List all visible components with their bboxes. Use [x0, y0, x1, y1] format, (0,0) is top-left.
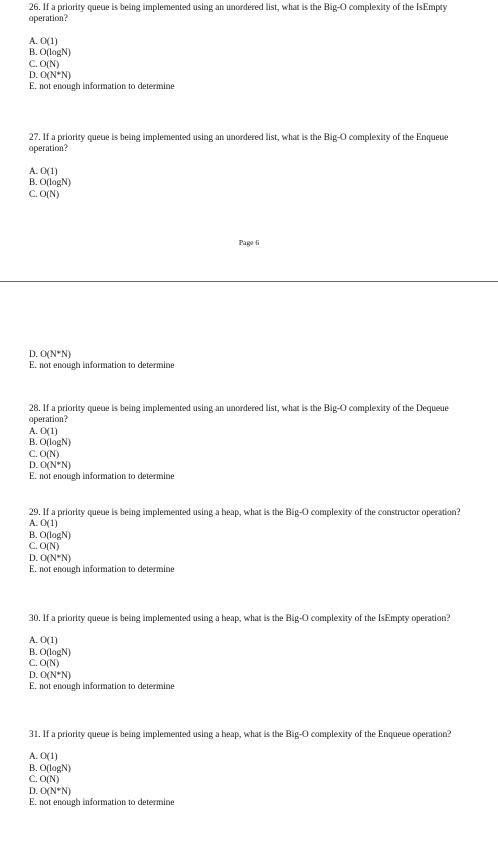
- question-26: [29, 2, 474, 93]
- option-b: B. O(logN): [29, 762, 71, 773]
- option-a: A. O(1): [29, 165, 58, 176]
- option-d: D. O(N*N): [29, 70, 71, 81]
- question-text: 26. If a priority queue is being implemented using an unordered list, what is the Big-O complexity of the IsEmpty operation?: [29, 2, 448, 24]
- spacer: [29, 624, 474, 635]
- option-d: D. O(N*N): [29, 349, 71, 359]
- page-number: Page 6: [238, 238, 260, 247]
- option-e: E. not enough information to determine: [29, 360, 175, 371]
- option-c: C. O(N): [29, 658, 60, 669]
- question-27: [29, 132, 474, 200]
- question-text: 27. If a priority queue is being implemented using an unordered list, what is the Big-O complexity of the Enqueue operation?: [29, 132, 449, 154]
- option-b: B. O(logN): [29, 646, 71, 657]
- option-d: D. O(N*N): [29, 669, 71, 680]
- option-c: C. O(N): [29, 448, 60, 459]
- option-a: A. O(1): [29, 518, 58, 529]
- option-a: A. O(1): [29, 635, 58, 646]
- option-e: E. not enough information to determine: [29, 471, 175, 482]
- option-b: B. O(logN): [29, 529, 71, 540]
- option-b: B. O(logN): [29, 437, 71, 448]
- option-c: C. O(N): [29, 774, 60, 785]
- option-c: C. O(N): [29, 541, 60, 552]
- option-b: B. O(logN): [29, 177, 71, 188]
- option-d: D. O(N*N): [29, 460, 71, 471]
- option-d: D. O(N*N): [29, 785, 71, 796]
- option-e: E. not enough information to determine: [29, 81, 175, 92]
- question-text: 28. If a priority queue is being implemented using an unordered list, what is the Big-O complexity of the Dequeue operation?: [29, 403, 449, 425]
- option-d: D. O(N*N): [29, 552, 71, 563]
- spacer: [29, 25, 474, 36]
- question-text: 31. If a priority queue is being implemented using a heap, what is the Big-O complexity of the Enqueue operation?: [29, 729, 452, 739]
- option-c: C. O(N): [29, 58, 60, 69]
- option-e: E. not enough information to determine: [29, 564, 175, 575]
- page-break-divider: [0, 281, 498, 282]
- option-a: A. O(1): [29, 35, 58, 46]
- option-e: E. not enough information to determine: [29, 681, 175, 692]
- question-text: 30. If a priority queue is being implemented using a heap, what is the Big-O complexity of the IsEmpty operation?: [29, 613, 451, 623]
- option-e: E. not enough information to determine: [29, 797, 175, 808]
- option-b: B. O(logN): [29, 47, 71, 58]
- question-31: [29, 729, 474, 808]
- spacer: [29, 740, 474, 751]
- spacer: [29, 155, 474, 166]
- question-30: [29, 613, 474, 692]
- option-a: A. O(1): [29, 425, 58, 436]
- question-text: 29. If a priority queue is being implemented using a heap, what is the Big-O complexity of the constructor operation?: [29, 507, 461, 517]
- option-c: C. O(N): [29, 188, 60, 199]
- question-27-continued: [29, 349, 474, 372]
- question-29: [29, 507, 474, 575]
- question-28: [29, 403, 474, 483]
- option-a: A. O(1): [29, 751, 58, 762]
